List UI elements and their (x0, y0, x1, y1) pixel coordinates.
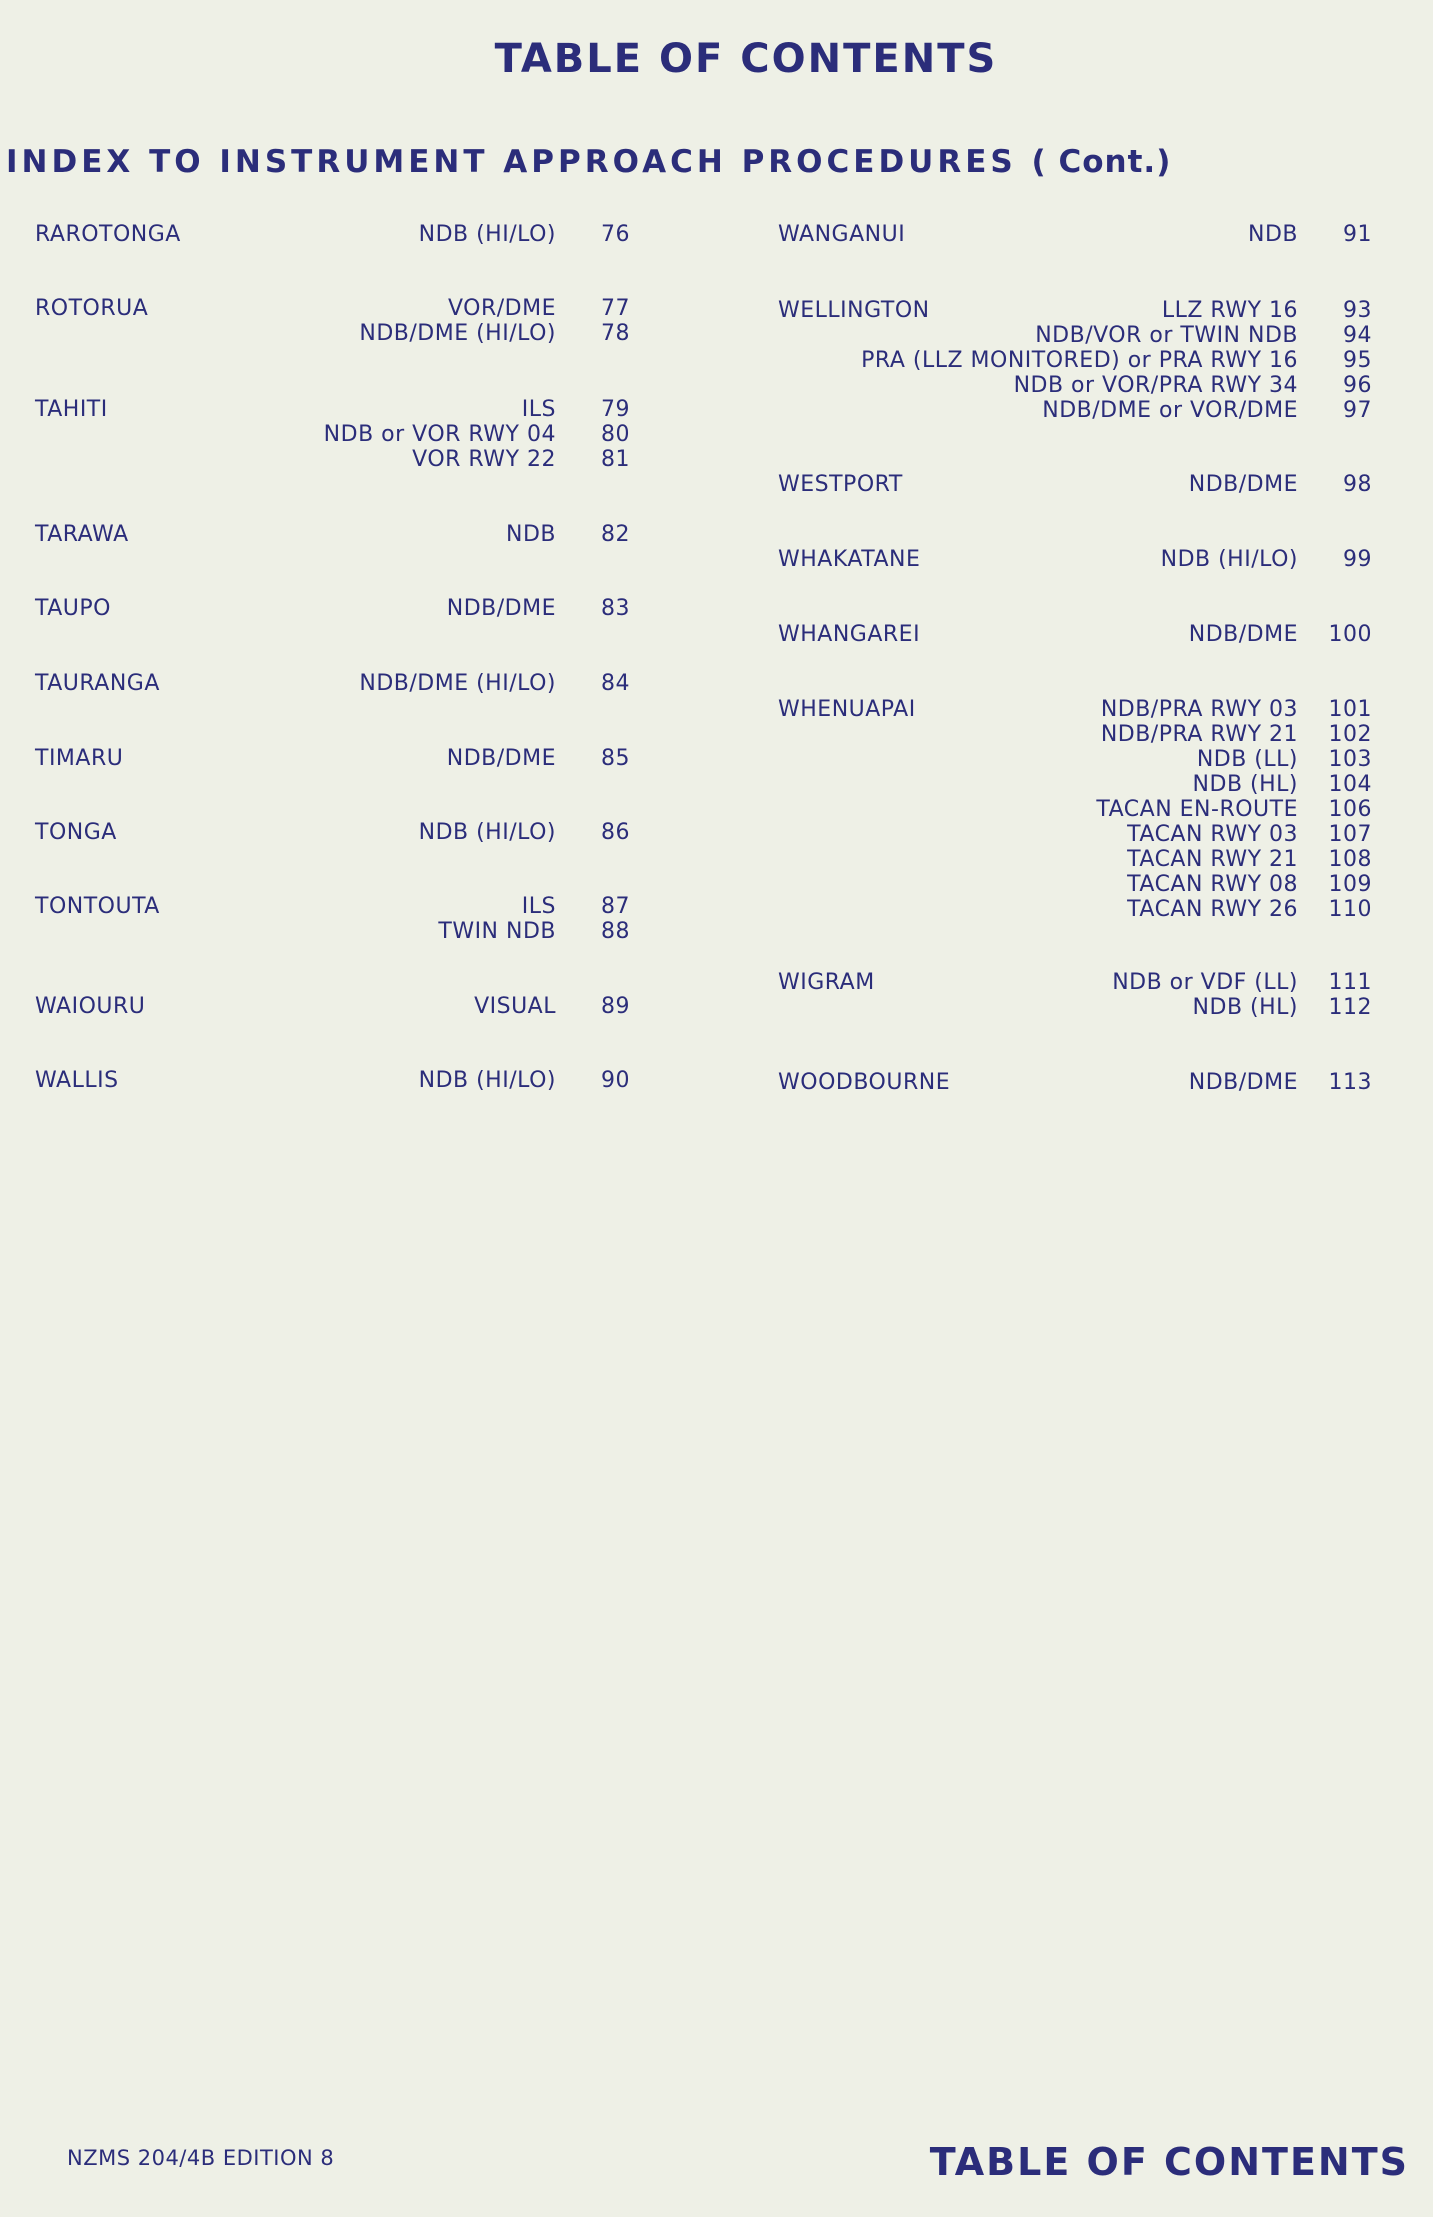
procedure-name: NDB/DME (HI/LO) (359, 671, 556, 696)
procedure-row (778, 970, 1372, 995)
page-number: 101 (1328, 697, 1372, 722)
procedure-name: VISUAL (474, 994, 556, 1019)
procedure-name: PRA (LLZ MONITORED) or PRA RWY 16 (861, 348, 1298, 373)
procedure-name: ILS (521, 397, 556, 422)
procedure-row (35, 321, 630, 346)
procedure-name: NDB/PRA RWY 03 (1100, 697, 1298, 722)
footer-title: TABLE OF CONTENTS (929, 2140, 1409, 2184)
procedure-row (35, 671, 630, 696)
procedure-name: NDB (LL) (1196, 747, 1298, 772)
procedure-row (778, 398, 1372, 423)
page-number: 102 (1328, 722, 1372, 747)
procedure-row (778, 1070, 1372, 1095)
page-number: 95 (1343, 348, 1372, 373)
location-name: WIGRAM (778, 970, 875, 995)
procedure-name: TACAN EN-ROUTE (1096, 797, 1298, 822)
page-number: 97 (1343, 398, 1372, 423)
page-number: 99 (1343, 547, 1372, 572)
page-number: 108 (1328, 847, 1372, 872)
procedure-name: NDB or VDF (LL) (1112, 970, 1298, 995)
page-number: 89 (601, 994, 630, 1019)
procedure-name: NDB/VOR or TWIN NDB (1035, 323, 1298, 348)
location-name: WAIOURU (35, 994, 146, 1019)
page-title: TABLE OF CONTENTS (494, 36, 998, 82)
procedure-row (35, 422, 630, 447)
procedure-name: TACAN RWY 03 (1127, 822, 1298, 847)
procedure-row (778, 822, 1372, 847)
procedure-name: VOR/DME (448, 296, 556, 321)
location-name: WANGANUI (778, 222, 906, 247)
location-name: TAHITI (35, 397, 108, 422)
procedure-row (778, 722, 1372, 747)
procedure-name: NDB (HI/LO) (418, 820, 556, 845)
procedure-row (778, 348, 1372, 373)
procedure-row (35, 894, 630, 919)
location-name: TARAWA (35, 522, 129, 547)
page-number: 100 (1328, 622, 1372, 647)
page-number: 76 (601, 222, 630, 247)
procedure-row (778, 797, 1372, 822)
location-name: WESTPORT (778, 472, 903, 497)
procedure-name: NDB or VOR/PRA RWY 34 (1013, 373, 1298, 398)
location-name: TONGA (35, 820, 117, 845)
page-number: 90 (601, 1068, 630, 1093)
procedure-row (35, 820, 630, 845)
subtitle-text: INDEX TO INSTRUMENT APPROACH PROCEDURES (6, 144, 1017, 180)
procedure-row (35, 522, 630, 547)
page-number: 83 (601, 596, 630, 621)
location-name: WHAKATANE (778, 547, 921, 572)
page-number: 98 (1343, 472, 1372, 497)
procedure-name: TWIN NDB (438, 919, 556, 944)
procedure-name: NDB/DME (1188, 622, 1298, 647)
procedure-row (778, 547, 1372, 572)
procedure-name: NDB/PRA RWY 21 (1100, 722, 1298, 747)
procedure-row (35, 919, 630, 944)
page-number: 82 (601, 522, 630, 547)
section-subtitle (6, 144, 1171, 180)
location-name: WOODBOURNE (778, 1070, 951, 1095)
page-number: 104 (1328, 772, 1372, 797)
page-number: 107 (1328, 822, 1372, 847)
procedure-row (35, 447, 630, 472)
page-number: 110 (1328, 897, 1372, 922)
procedure-row (778, 772, 1372, 797)
page-number: 86 (601, 820, 630, 845)
procedure-name: ILS (521, 894, 556, 919)
procedure-name: NDB or VOR RWY 04 (323, 422, 556, 447)
page-number: 79 (601, 397, 630, 422)
page-number: 94 (1343, 323, 1372, 348)
procedure-name: TACAN RWY 08 (1127, 872, 1298, 897)
location-name: WELLINGTON (778, 298, 930, 323)
procedure-name: TACAN RWY 26 (1127, 897, 1298, 922)
procedure-row (778, 847, 1372, 872)
page-number: 103 (1328, 747, 1372, 772)
location-name: TIMARU (35, 746, 124, 771)
procedure-name: NDB/DME (446, 596, 556, 621)
procedure-row (778, 995, 1372, 1020)
page-number: 87 (601, 894, 630, 919)
procedure-row (778, 747, 1372, 772)
page-number: 112 (1328, 995, 1372, 1020)
procedure-row (778, 373, 1372, 398)
procedure-row (778, 323, 1372, 348)
page-number: 81 (601, 447, 630, 472)
procedure-name: NDB (HI/LO) (1160, 547, 1298, 572)
procedure-row (35, 596, 630, 621)
procedure-row (35, 397, 630, 422)
procedure-row (778, 622, 1372, 647)
location-name: TONTOUTA (35, 894, 160, 919)
procedure-name: TACAN RWY 21 (1127, 847, 1298, 872)
edition-label: NZMS 204/4B EDITION 8 (67, 2146, 335, 2170)
location-name: TAUPO (35, 596, 111, 621)
procedure-row (778, 872, 1372, 897)
page-number: 93 (1343, 298, 1372, 323)
procedure-row (778, 472, 1372, 497)
procedure-name: NDB (1248, 222, 1298, 247)
procedure-row (778, 222, 1372, 247)
procedure-row (35, 746, 630, 771)
procedure-name: NDB (HL) (1192, 772, 1298, 797)
procedure-name: NDB/DME (HI/LO) (359, 321, 556, 346)
page-number: 106 (1328, 797, 1372, 822)
location-name: ROTORUA (35, 296, 149, 321)
procedure-row (778, 697, 1372, 722)
procedure-name: NDB (HL) (1192, 995, 1298, 1020)
location-name: WHANGAREI (778, 622, 921, 647)
page-number: 78 (601, 321, 630, 346)
procedure-name: NDB/DME (1188, 472, 1298, 497)
location-name: WHENUAPAI (778, 697, 916, 722)
subtitle-cont: ( Cont.) (1031, 144, 1172, 180)
page-number: 85 (601, 746, 630, 771)
procedure-name: NDB/DME or VOR/DME (1042, 398, 1298, 423)
page-number: 96 (1343, 373, 1372, 398)
procedure-name: NDB (HI/LO) (418, 1068, 556, 1093)
page-number: 80 (601, 422, 630, 447)
location-name: RAROTONGA (35, 222, 181, 247)
page-number: 84 (601, 671, 630, 696)
location-name: TAURANGA (35, 671, 160, 696)
procedure-name: NDB/DME (1188, 1070, 1298, 1095)
page-number: 109 (1328, 872, 1372, 897)
procedure-row (778, 897, 1372, 922)
page-number: 111 (1328, 970, 1372, 995)
page-number: 113 (1328, 1070, 1372, 1095)
procedure-name: NDB (506, 522, 556, 547)
procedure-name: NDB/DME (446, 746, 556, 771)
procedure-row (35, 296, 630, 321)
procedure-row (35, 1068, 630, 1093)
procedure-row (35, 994, 630, 1019)
page-number: 88 (601, 919, 630, 944)
procedure-name: LLZ RWY 16 (1161, 298, 1298, 323)
procedure-name: VOR RWY 22 (412, 447, 556, 472)
procedure-name: NDB (HI/LO) (418, 222, 556, 247)
location-name: WALLIS (35, 1068, 119, 1093)
procedure-row (778, 298, 1372, 323)
page-number: 77 (601, 296, 630, 321)
procedure-row (35, 222, 630, 247)
page-number: 91 (1343, 222, 1372, 247)
